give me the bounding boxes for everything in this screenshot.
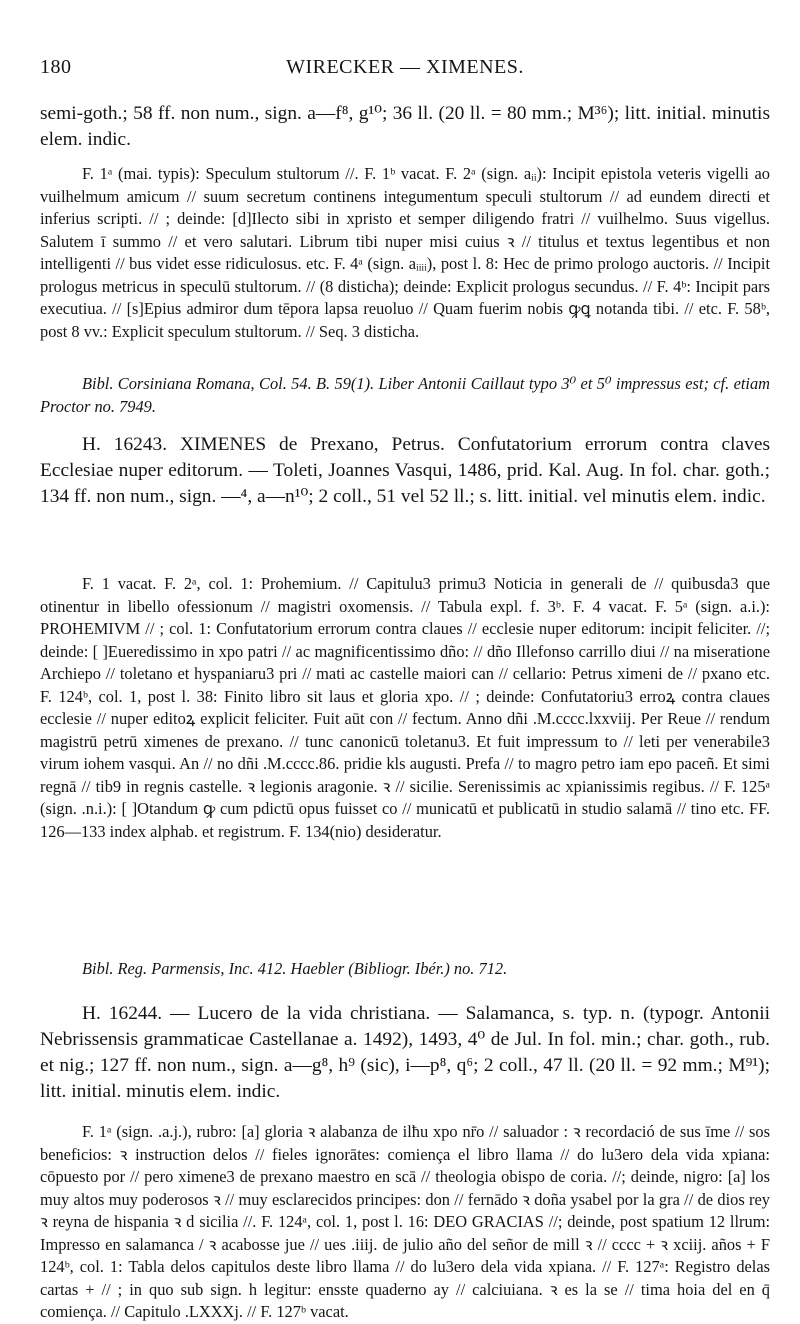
entry-contents: F. 1 vacat. F. 2ᵃ, col. 1: Prohemium. // Capitulu3 primu3 Noticia in generali de // quibusda3 que otinentur in libello ofessionum // magistri oxomensis. // Tabula expl. f. 3ᵇ. F. 4 vacat. F. 5ᵃ (sign. a.i.): PROHEMIVM // ; col. 1: Confutatorium errorum contra claues // ecclesie nuper editorum: incipit feliciter. //; deinde: [ ]Eueredissimo in xpo patri // ac magnificentissimo dño: // dño Illefonso carrillo diui // na miseratione Archiepo // toletano et hyspaniaru3 pri // mati ac castelle maiori can // cellario: Petrus ximeni de // pxano etc. F. 124ᵇ, col. 1, post l. 38: Finito libro sit laus et gloria xpo. // ; deinde: Confutatoriu3 erroꝝ contra claues ecclesie // nuper editoꝝ explicit feliciter. Fuit aūt con // fectum. Anno dñi .M.cccc.lxxviij. Per Reue // rendum magistrū petrū ximenes de prexano. // tunc canonicū toletanu3. Et fuit impressum to // leti per venerabile3 virum iohem vasqui. An // no dñi .M.cccc.86. pridie kls augusti. Prefa // to magro petro iam epo paceñ. Et simi regnā // tib9 in regnis castelle. ꝛ legionis aragonie. ꝛ // sicilie. Serenissimis ac xpianissimis regibus. // F. 125ᵃ (sign. .n.i.): [ ]Otandum ꝙ cum pdictū opus fuisset co // municatū et publicatū in studio salamā // tino etc. FF. 126—133 index alphab. et registrum. F. 134(nio) desideratur. bbox=[40, 574, 770, 841]
entry-contents: F. 1ᵃ (sign. .a.j.), rubro: [a] gloria ꝛ alabanza de ilħu xpo nr̄o // saluador : ꝛ recordació de sus īme // sos beneficios: ꝛ instruction delos // fieles ignorātes: comiença el libro llama // do lu3ero dela vida xpiana: cōpuesto por // pero ximene3 de prexano maestro en scā // theologia obispo de coria. //; deinde, nigro: [a] los muy altos muy poderosos ꝛ // muy esclarecidos principes: don // fernādo ꝛ doña ysabel por la gra // de dios rey ꝛ reyna de hispania ꝛ d sicilia //. F. 124ᵃ, col. 1, post l. 16: DEO GRACIAS //; deinde, post spatium 12 llrum: Impresso en salamanca / ꝛ acabosse jue // ues .iiij. de julio año del señor de mill ꝛ // cccc + ꝛ xciij. años + F 124ᵇ, col. 1: Tabla delos capitulos deste libro llama // do lu3ero dela vida xpiana. // F. 127ᵃ: Registro delas cartas + // ; in quo sub sign. h legitur: ensste quaderno ay // calciuiana. ꝛ es la se // tima hoia del en q̄ comiença. // Capitulo .LXXXj. // F. 127ᵇ vacat. bbox=[40, 1122, 770, 1321]
entry-heading: H. 16243. XIMENES de Prexano, Petrus. Confutatorium errorum contra claves Ecclesiae nuper editorum. — Toleti, Joannes Vasqui, 1486, prid. Kal. Aug. In fol. char. goth.; 134 ff. non num., sign. —⁴, a—n¹⁰; 2 coll., 51 vel 52 ll.; s. litt. initial. vel minutis elem. indic. bbox=[40, 434, 770, 507]
entry-16243-heading-block bbox=[40, 432, 770, 510]
page-number: 180 bbox=[40, 56, 72, 78]
entry-16244-heading-block bbox=[40, 1001, 770, 1105]
entry-description: semi-goth.; 58 ff. non num., sign. a—f⁸, g¹⁰; 36 ll. (20 ll. = 80 mm.; M³⁶); litt. initial. minutis elem. indic. bbox=[40, 103, 770, 150]
running-title: WIRECKER — XIMENES. bbox=[286, 56, 524, 78]
entry-16243-contents-block bbox=[40, 573, 770, 843]
entry-16244-contents-block bbox=[40, 1121, 770, 1324]
entry-16242-continuation bbox=[40, 101, 770, 153]
entry-bibliography: Bibl. Reg. Parmensis, Inc. 412. Haebler (Bibliogr. Ibér.) no. 712. bbox=[82, 959, 508, 978]
entry-contents: F. 1ᵃ (mai. typis): Speculum stultorum //. F. 1ᵇ vacat. F. 2ᵃ (sign. aᵢᵢ): Incipit epistola veteris vigelli ao vuilhelmum amicum // suum secretum continens integumentum speculi stultorum // ad eundem directi et inferius scripti. // ; deinde: [d]Ilecto sibi in xpristo et semper diligendo fratri // vuilhelmo. Suus vigellus. Salutem ī summo // et vero salutari. Librum tibi nuper misi cuius ꝛ // titulus et textus legentibus et non intelligenti // bus videt esse ridiculosus. etc. F. 4ᵃ (sign. aᵢᵢᵢᵢ), post l. 8: Hec de primo prologo auctoris. // Incipit prologus metricus in speculū stultorum. // (8 disticha); deinde: Explicit prologus secundus. // F. 4ᵇ: Incipit pars executiua. // [s]Epius admiror dum tēpora lapsa reuoluo // Quam fuerim nobis ꝙꝗ notanda tibi. // etc. F. 58ᵇ, post 8 vv.: Explicit speculum stultorum. // Seq. 3 disticha. bbox=[40, 164, 770, 341]
entry-16242-bibliography-block bbox=[40, 373, 770, 418]
entry-16242-contents-block bbox=[40, 163, 770, 343]
running-head bbox=[40, 56, 770, 82]
entry-bibliography: Bibl. Corsiniana Romana, Col. 54. B. 59(1). Liber Antonii Caillaut typo 3⁰ et 5⁰ impressus est; cf. etiam Proctor no. 7949. bbox=[40, 374, 770, 416]
entry-heading: H. 16244. — Lucero de la vida christiana. — Salamanca, s. typ. n. (typogr. Antonii Nebrissensis grammaticae Castellanae a. 1492), 1493, 4⁰ de Jul. In fol. min.; char. goth., rub. et nig.; 127 ff. non num., sign. a—g⁸, h⁹ (sic), i—p⁸, q⁶; 2 coll., 47 ll. (20 ll. = 92 mm.; M⁹¹); litt. initial. minutis elem. indic. bbox=[40, 1003, 770, 1102]
entry-16243-bibliography-block bbox=[40, 958, 770, 981]
